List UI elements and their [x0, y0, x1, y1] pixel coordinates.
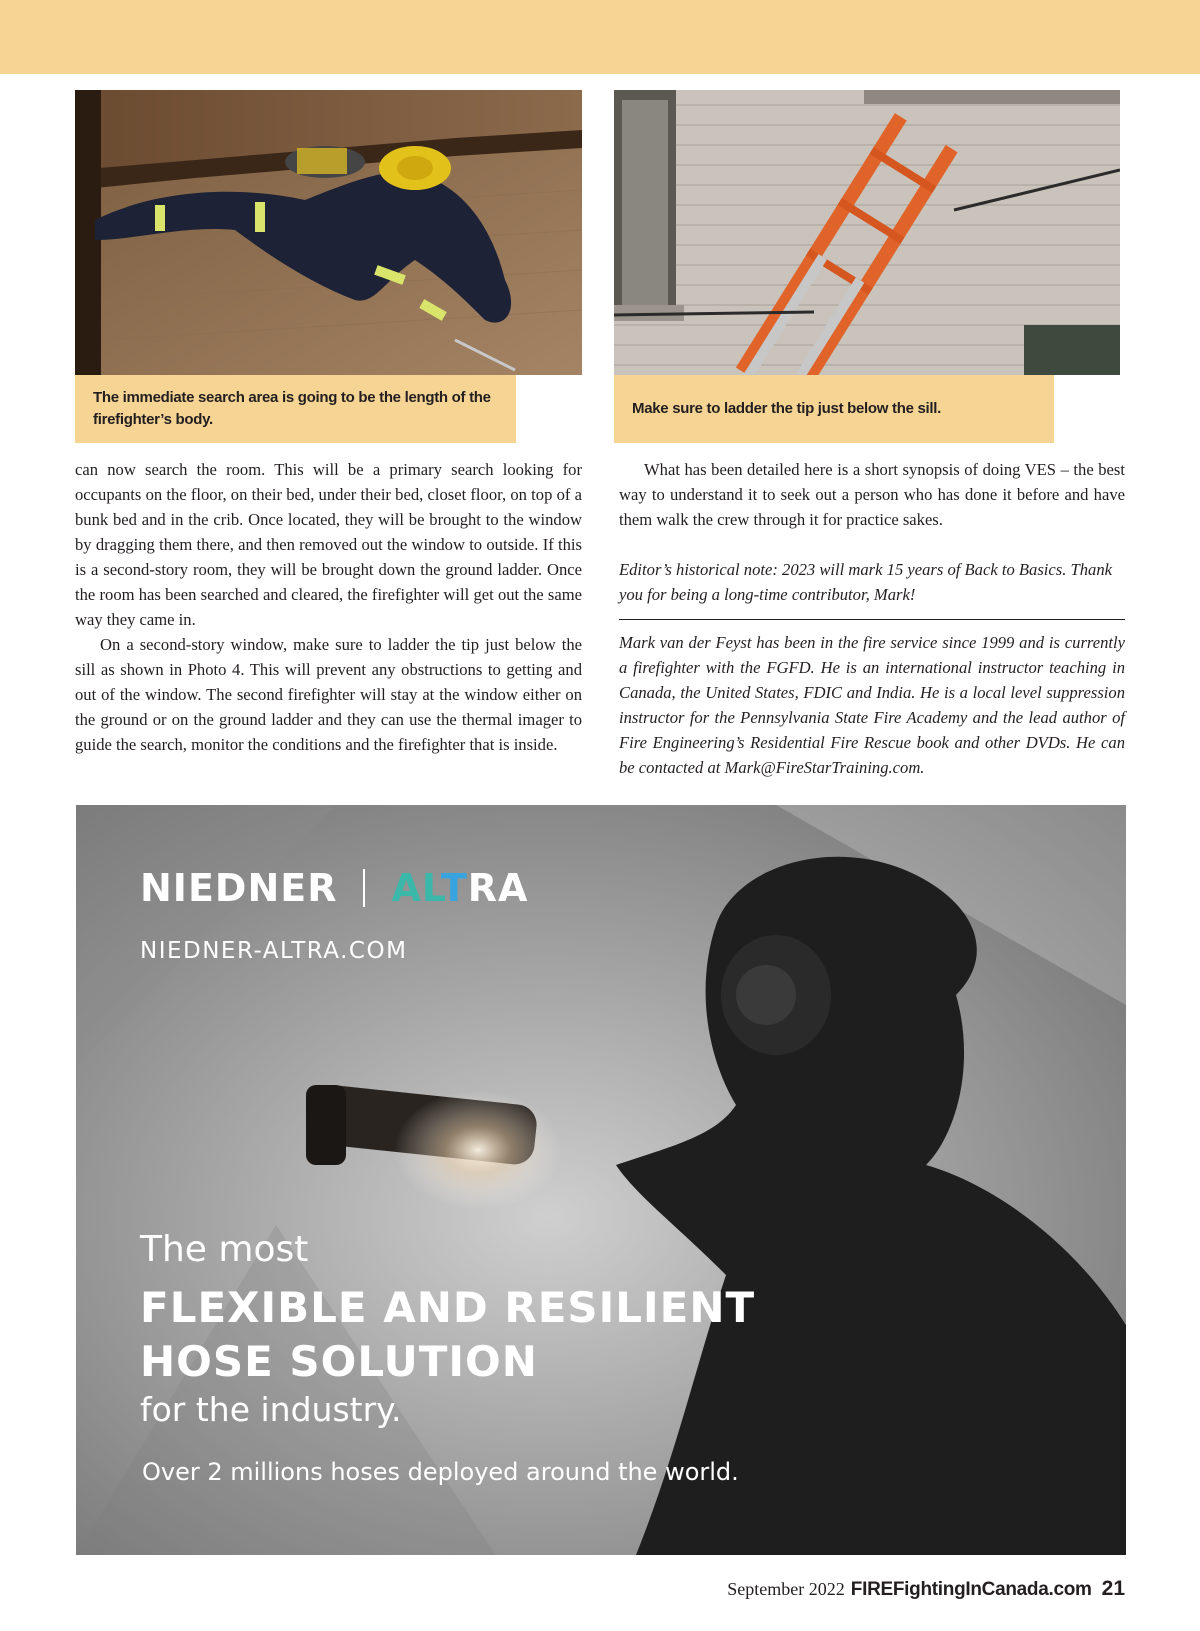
- photo-ladder-at-window: [614, 90, 1120, 375]
- author-bio: Mark van der Feyst has been in the fire service since 1999 and is currently a firefighter with the FGFD. He is an international instructor teaching in Canada, the United States, FDIC and India. He is a local level suppression instructor for the Pennsylvania State Fire Academy and the lead author of Fire Engineering’s Residential Fire Rescue book and other DVDs. He can be contacted at Mark@FireStarTraining.com.: [619, 633, 1125, 777]
- article-paragraph: What has been detailed here is a short synopsis of doing VES – the best way to understand it to seek out a person who has done it before and have them walk the crew through it for practice sakes.: [619, 460, 1125, 529]
- photo-firefighter-crawling: [75, 90, 582, 375]
- article-paragraph: can now search the room. This will be a primary search looking for occupants on the floor, on their bed, under their bed, closet floor, on top of a bunk bed and in the crib. Once located, they will be brought to the window by dragging them there, and then removed out the window to outside. If this is a second-story room, they will be brought down the ground ladder. Once the room has been searched and cleared, the firefighter will get out the same way they came in.: [75, 460, 582, 629]
- ad-tagline-intro: The most: [140, 1229, 309, 1270]
- issue-date: September 2022: [727, 1579, 845, 1599]
- editor-note: Editor’s historical note: 2023 will mark 15 years of Back to Basics. Thank you for being a long-time contributor, Mark!: [619, 560, 1113, 604]
- photo-caption-1: The immediate search area is going to be the length of the firefighter’s body.: [75, 375, 516, 443]
- photo-caption-2: Make sure to ladder the tip just below the sill.: [614, 375, 1054, 443]
- article-left-column: [75, 457, 582, 757]
- ad-headline: FLEXIBLE AND RESILIENT HOSE SOLUTION: [140, 1283, 756, 1386]
- magazine-name: FIREFightingInCanada.com: [850, 1579, 1092, 1600]
- ad-stat-line: Over 2 millions hoses deployed around the world.: [142, 1458, 739, 1486]
- brand-altra: ALTRA: [391, 866, 529, 910]
- logo-divider: [363, 869, 365, 907]
- ad-logo: [140, 863, 528, 913]
- ad-website-url[interactable]: NIEDNER-ALTRA.COM: [140, 938, 408, 964]
- brand-niedner: NIEDNER: [140, 866, 338, 910]
- top-color-band: [0, 0, 1200, 74]
- page-number: 21: [1101, 1577, 1125, 1600]
- article-right-column: [619, 457, 1125, 780]
- ad-tagline-outro: for the industry.: [140, 1390, 402, 1429]
- page-footer: [727, 1577, 1125, 1601]
- divider: [619, 619, 1125, 620]
- niedner-altra-advertisement[interactable]: [76, 805, 1126, 1555]
- article-paragraph: On a second-story window, make sure to ladder the tip just below the sill as shown in Photo 4. This will prevent any obstructions to getting and out of the window. The second firefighter will stay at the window either on the ground or on the ground ladder and they can use the thermal imager to guide the search, monitor the conditions and the firefighter that is inside.: [75, 635, 582, 754]
- ad-background-art: [76, 805, 1126, 1555]
